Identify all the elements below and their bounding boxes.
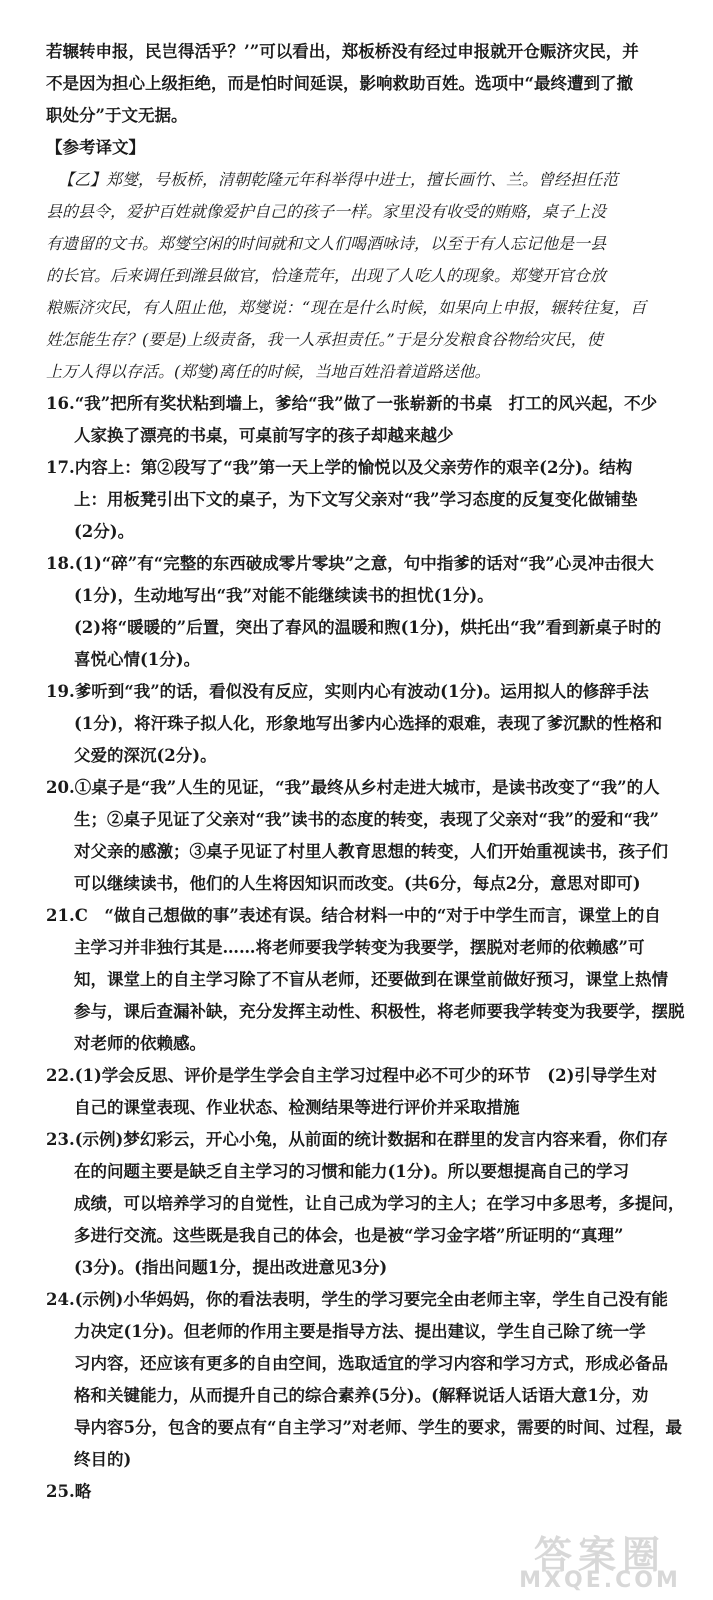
answer-22: 22.(1)学会反思、评价是学生学会自主学习过程中必不可少的环节 (2)引导学生对 自己的课堂表现、作业状态、检测结果等进行评价并采取措施 [46,1066,657,1117]
translation-line-6: 姓怎能生存？(要是)上级责备，我一人承担责任。”于是分发粮食谷物给灾民，使 [46,330,603,349]
answer-19: 19.爹听到“我”的话，看似没有反应，实则内心有波动(1分)。运用拟人的修辞手法 (1分)，将汗珠子拟人化，形象地写出爹内心选择的艰难，表现了爹沉默的性格和 父爱的深沉(2分)。 [46,682,663,765]
answer-21: 21.C “做自己想做的事”表述有误。结合材料一中的“对于中学生而言，课堂上的自 主学习并非独行其是……将老师要我学转变为我要学，摆脱对老师的依赖感”可 知，课堂上的自主学习除了不盲从老师，还要做到在课堂前做好预习，课堂上热情 参与，课后查漏补缺，充分发挥主动性、积极性，将老师要我学转变为我要学，摆脱 对老师的依赖感。 [46,906,685,1053]
watermark-logo [495,1524,705,1596]
answer-20: 20.①桌子是“我”人生的见证，“我”最终从乡村走进大城市，是读书改变了“我”的人 生；②桌子见证了父亲对“我”读书的态度的转变，表现了父亲对“我”的爱和“我” 对父亲的感激；③桌子见证了村里人教育思想的转变，人们开始重视读书，孩子们 可以继续读书，他们的人生将因知识而改变。(共6分，每点2分，意思对即可) [46,778,668,893]
translation-line-2: 县的县令，爱护百姓就像爱护自己的孩子一样。家里没有收受的贿赂，桌子上没 [46,202,607,221]
translation-line-7: 上万人得以存活。(郑燮)离任的时候，当地百姓沿着道路送他。 [46,362,491,381]
para-top [46,36,686,132]
translation-line-3: 有遗留的文书。郑燮空闲的时间就和文人们喝酒咏诗，以至于有人忘记他是一县 [46,234,607,253]
para-top-line-3: 职处分”于文无据。 [46,106,188,125]
translation-line-1: 【乙】郑燮，号板桥，清朝乾隆元年科举得中进士，擅长画竹、兰。曾经担任范 [58,170,619,189]
answer-17: 17.内容上：第②段写了“我”第一天上学的愉悦以及父亲劳作的艰辛(2分)。结构 上：用板凳引出下文的桌子，为下文写父亲对“我”学习态度的反复变化做铺垫 (2分)。 [46,458,638,541]
para-top-line-1: 若辗转申报，民岂得活乎？’”可以看出，郑板桥没有经过申报就开仓赈济灾民，并 [46,42,639,61]
translation-line-4: 的长官。后来调任到潍县做官，恰逢荒年，出现了人吃人的现象。郑燮开官仓放 [46,266,607,285]
answer-25: 25.略 [46,1482,92,1501]
watermark-top-text: 答案圈 [533,1533,666,1577]
answer-18: 18.(1)“碎”有“完整的东西破成零片零块”之意，句中指爹的话对“我”心灵冲击很大 (1分)，生动地写出“我”对能不能继续读书的担忧(1分)。 (2)将“暖暖的”后置，突出了春风的温暖和煦(1分)，烘托出“我”看到新桌子时的 喜悦心情(1分)。 [46,554,662,669]
answer-16: 16.“我”把所有奖状粘到墙上，爹给“我”做了一张崭新的书桌 打工的风兴起，不少 人家换了漂亮的书桌，可桌前写字的孩子却越来越少 [46,394,658,445]
translation-block [46,164,686,388]
translation-line-5: 粮赈济灾民，有人阻止他，郑燮说：“现在是什么时候，如果向上申报，辗转往复，百 [46,298,647,317]
answer-23: 23.(示例)梦幻彩云，开心小兔，从前面的统计数据和在群里的发言内容来看，你们存 在的问题主要是缺乏自主学习的习惯和能力(1分)。所以要想提高自己的学习 成绩，可以培养学习的自觉性，让自己成为学习的主人；在学习中多思考，多提问， 多进行交流。这些既是我自己的体会，也是被“学习金字塔”所证明的“真理” (3分)。(指出问题1分，提出改进意见3分) [46,1130,685,1277]
para-top-line-2: 不是因为担心上级拒绝，而是怕时间延误，影响救助百姓。选项中“最终遭到了撤 [46,74,633,93]
translation-title: 【参考译文】 [46,138,145,157]
answer-24: 24.(示例)小华妈妈，你的看法表明，学生的学习要完全由老师主宰，学生自己没有能 力决定(1分)。但老师的作用主要是指导方法、提出建议，学生自己除了统一学 习内容，还应该有更多的自由空间，选取适宜的学习内容和学习方式，形成必备品 格和关键能力，从而提升自己的综合素养(5分)。(解释说话人话语大意1分，劝 导内容5分，包含的要点有“自主学习”对老师、学生的要求，需要的时间、过程，最 终目的) [46,1290,682,1469]
watermark-bottom-text: MXQE.COM [519,1568,681,1593]
